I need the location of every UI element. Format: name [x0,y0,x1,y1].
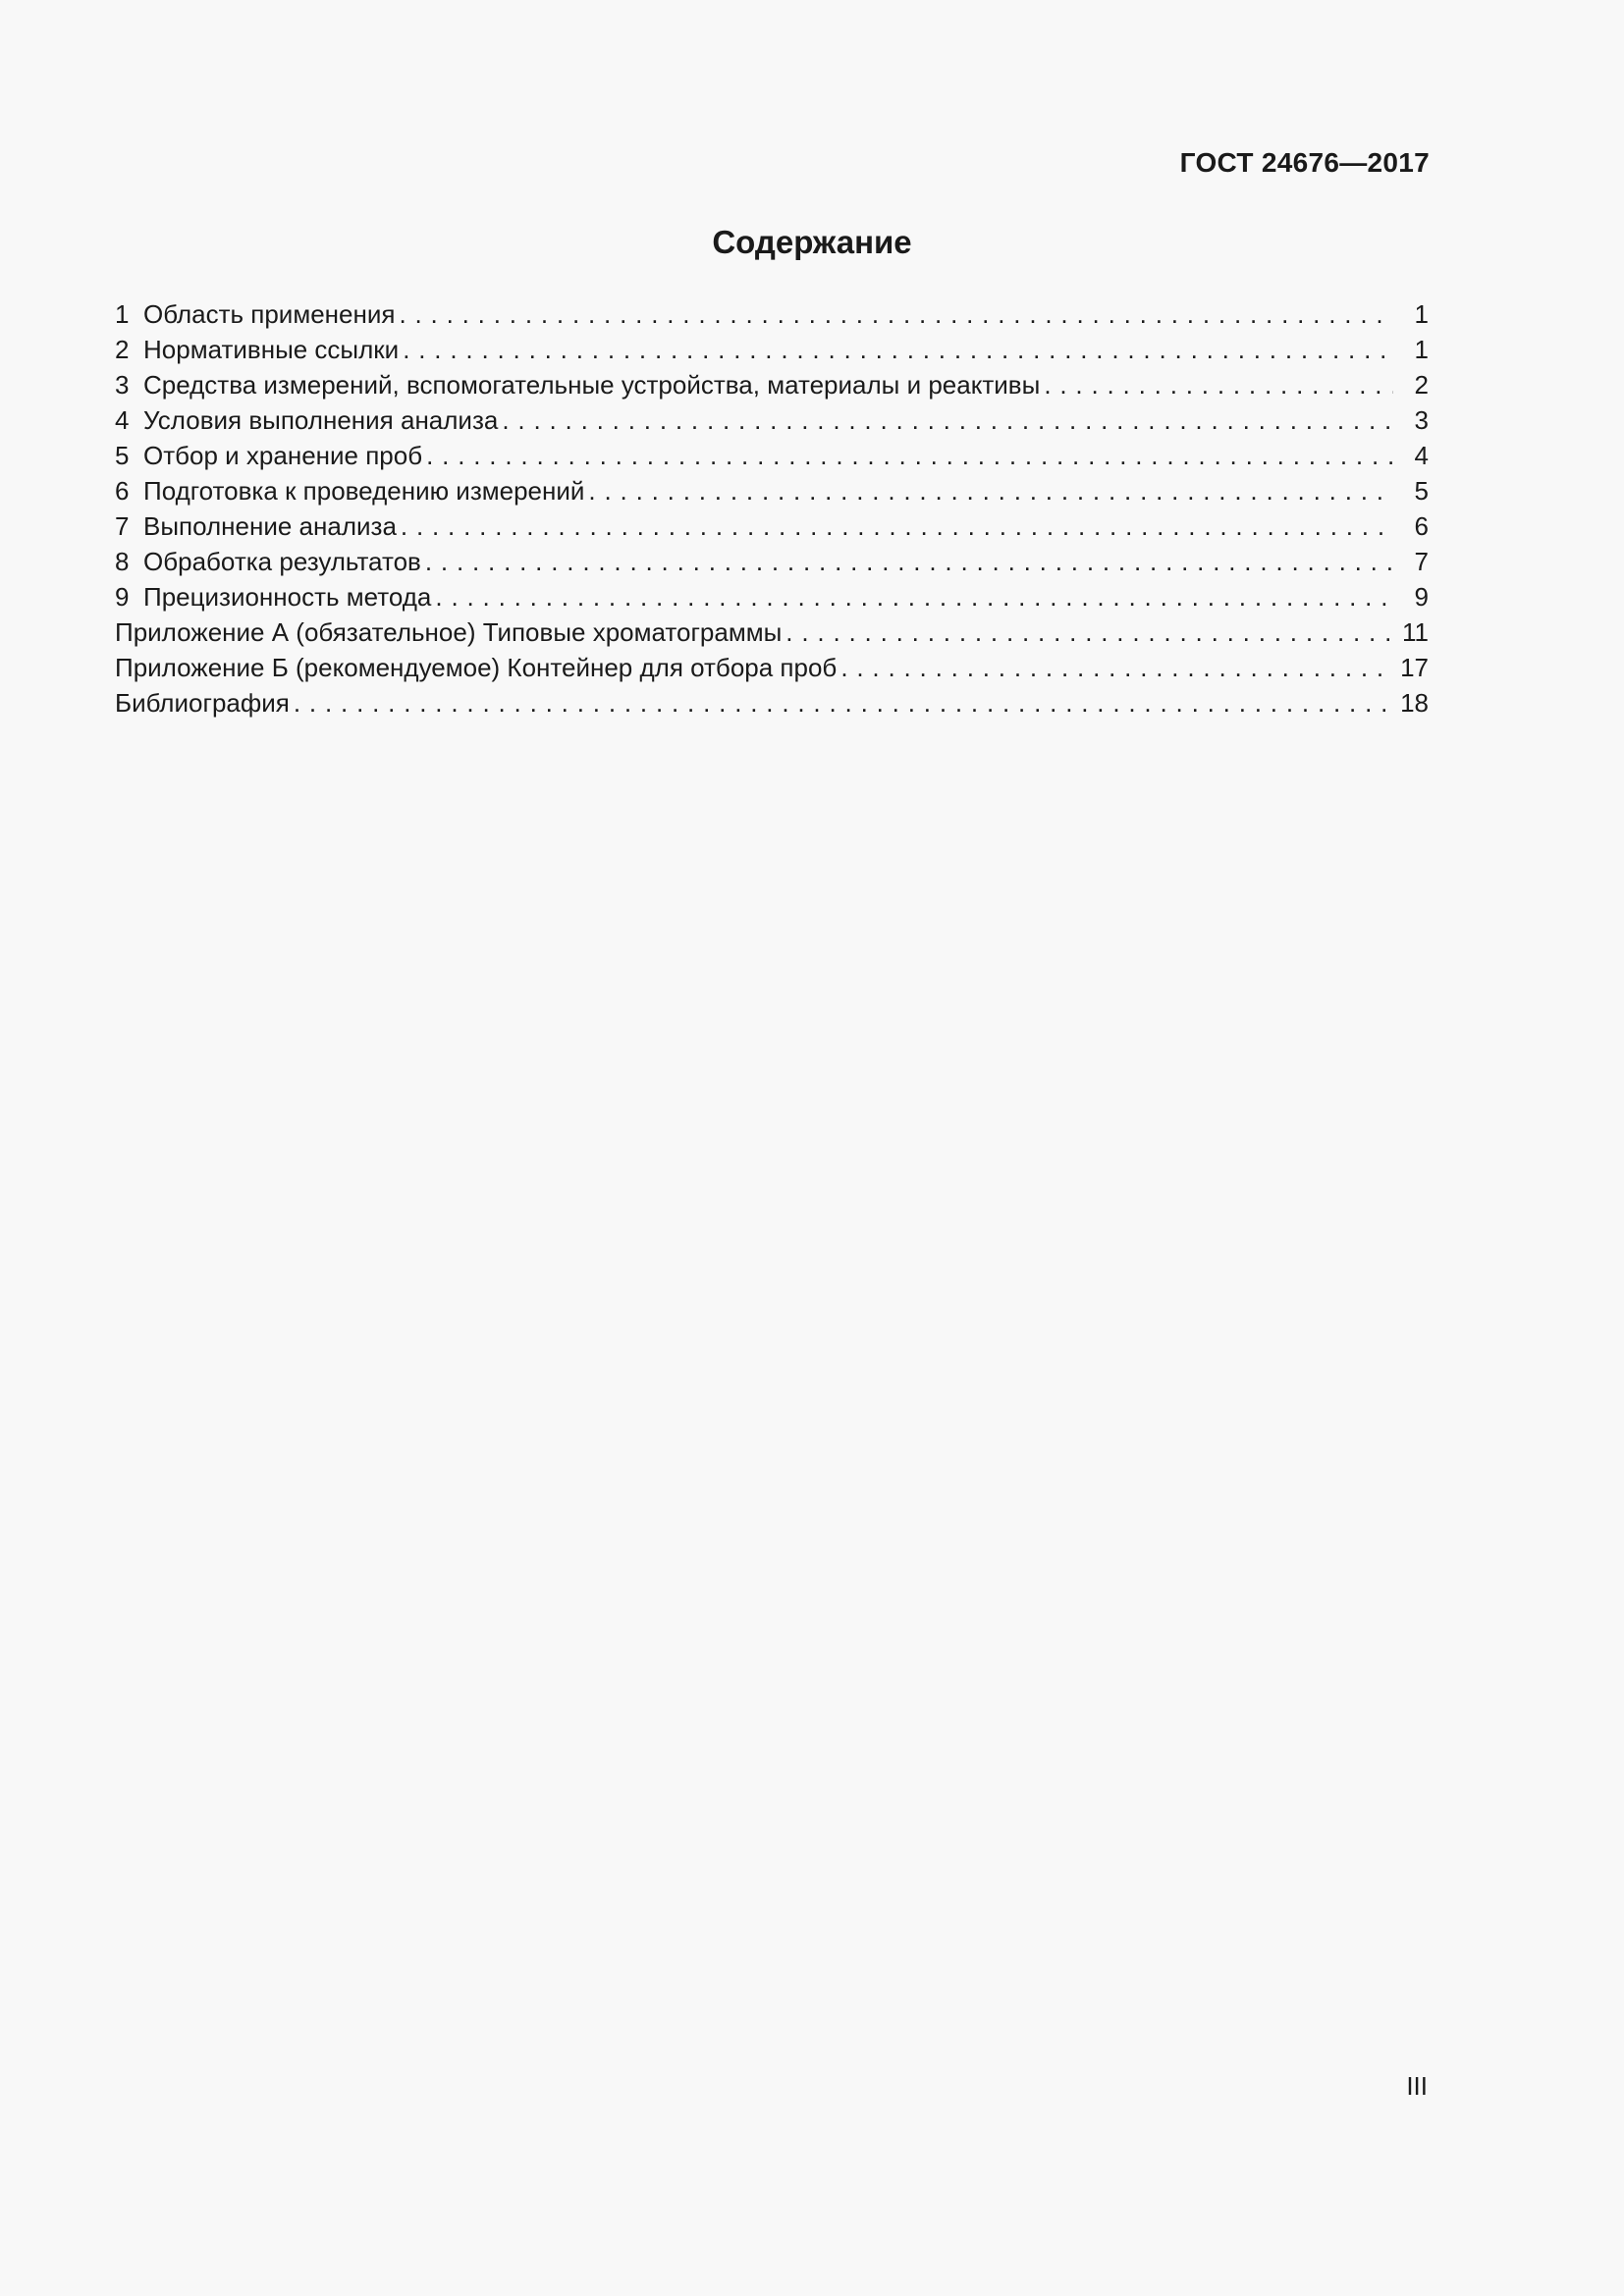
toc-item-number: 6 [115,476,130,506]
toc-item-5[interactable] [115,438,1429,473]
toc-item-page: 11 [1402,617,1429,647]
toc-title: Содержание [712,224,912,260]
toc-item-title: Приложение А (обязательное) Типовые хроматограммы [115,617,783,647]
toc-item-number: 7 [115,511,130,541]
toc-dot-leader [435,579,1393,614]
toc-item-page: 9 [1414,582,1429,612]
document-code: ГОСТ 24676—2017 [1179,147,1430,178]
toc-item-number: 3 [115,370,130,400]
toc-item-appendix-b[interactable] [115,650,1429,685]
toc-item-page: 18 [1400,688,1429,718]
toc-item-page: 1 [1414,299,1429,329]
toc-item-9[interactable] [115,579,1429,614]
toc-item-7[interactable] [115,508,1429,544]
toc-item-6[interactable] [115,473,1429,508]
toc-item-title: Нормативные ссылки [143,335,400,364]
toc-item-title: Обработка результатов [143,547,421,576]
toc-item-title: Отбор и хранение проб [143,441,423,470]
toc-item-title: Выполнение анализа [143,511,397,541]
toc-item-page: 6 [1414,511,1429,541]
toc-item-title: Подготовка к проведению измерений [143,476,585,506]
toc-dot-leader [403,332,1393,367]
toc-item-number: 1 [115,299,130,329]
toc-dot-leader [294,685,1393,721]
toc-dot-leader [1044,367,1393,402]
toc-dot-leader [399,296,1393,332]
toc-item-3[interactable] [115,367,1429,402]
toc-item-title: Средства измерений, вспомогательные устройства, материалы и реактивы [143,370,1041,400]
toc-item-4[interactable] [115,402,1429,438]
toc-dot-leader [840,650,1393,685]
toc-item-number: 9 [115,582,130,612]
toc-item-title: Прецизионность метода [143,582,432,612]
toc-dot-leader [401,508,1393,544]
toc-item-page: 17 [1400,653,1429,682]
toc-item-appendix-a[interactable] [115,614,1429,650]
toc-item-title: Приложение Б (рекомендуемое) Контейнер для отбора проб [115,653,838,682]
toc-item-title: Библиография [115,688,290,718]
page-number: III [1406,2071,1428,2101]
toc-dot-leader [502,402,1393,438]
toc-item-title: Условия выполнения анализа [143,405,499,435]
toc-item-page: 3 [1414,405,1429,435]
table-of-contents [115,296,1429,721]
toc-item-2[interactable] [115,332,1429,367]
toc-item-1[interactable] [115,296,1429,332]
toc-item-number: 4 [115,405,130,435]
toc-item-page: 5 [1414,476,1429,506]
toc-item-number: 2 [115,335,130,364]
toc-item-title: Область применения [143,299,396,329]
toc-item-8[interactable] [115,544,1429,579]
toc-dot-leader [426,438,1393,473]
toc-item-page: 4 [1414,441,1429,470]
toc-dot-leader [588,473,1393,508]
toc-item-number: 8 [115,547,130,576]
toc-dot-leader [785,614,1393,650]
toc-item-number: 5 [115,441,130,470]
toc-item-page: 1 [1414,335,1429,364]
toc-item-page: 2 [1414,370,1429,400]
toc-item-bibliography[interactable] [115,685,1429,721]
toc-item-page: 7 [1414,547,1429,576]
toc-dot-leader [425,544,1393,579]
